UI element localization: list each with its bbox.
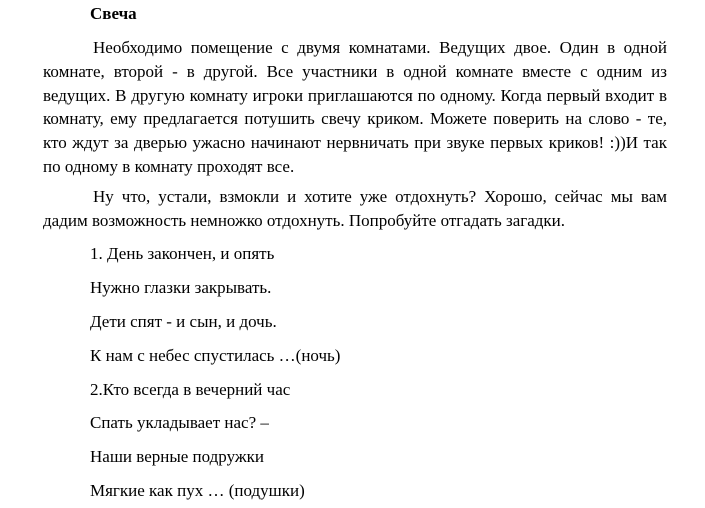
document-title: Свеча	[90, 4, 137, 23]
game-description-paragraph: Необходимо помещение с двумя комнатами. Ведущих двое. Один в одной комнате, второй - в другой. Все участники в одной комнате вместе с одним из ведущих. В другую комнату игроки приглашаются по одному. Когда первый входит в комнату, ему предлагается потушить свечу криком. Можете поверить на слово - те, кто ждут за дверью ужасно начинают нервничать при звуке первых криков! :))И так по одному в комнату проходят все.	[43, 38, 667, 176]
riddle-line: Мягкие как пух … (подушки)	[90, 481, 305, 500]
riddle-line: 2.Кто всегда в вечерний час	[90, 380, 291, 399]
riddle-line: Дети спят - и сын, и дочь.	[90, 312, 277, 331]
riddle-line: Нужно глазки закрывать.	[90, 278, 272, 297]
riddle-line: Спать укладывает нас? –	[90, 413, 269, 432]
riddles-intro-paragraph: Ну что, устали, взмокли и хотите уже отдохнуть? Хорошо, сейчас мы вам дадим возможность немножко отдохнуть. Попробуйте отгадать загадки.	[43, 187, 667, 230]
riddle-line: Наши верные подружки	[90, 447, 264, 466]
riddle-line: К нам с небес спустилась …(ночь)	[90, 346, 341, 365]
riddle-line: 1. День закончен, и опять	[90, 244, 275, 263]
